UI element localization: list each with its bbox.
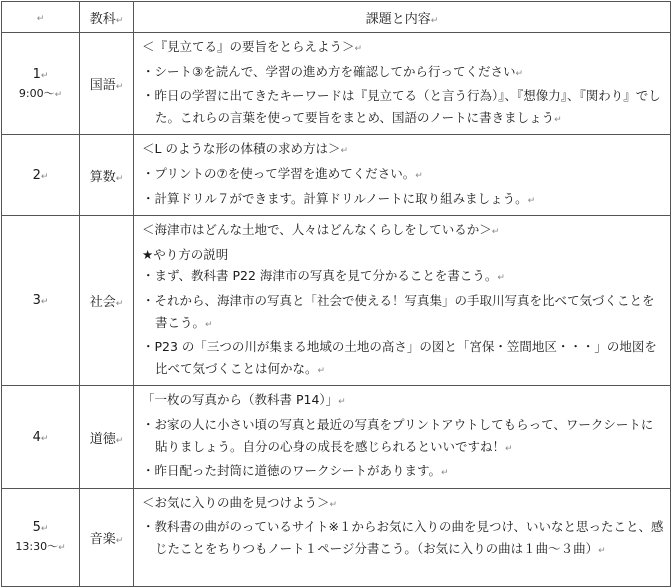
header-row: [2, 2, 671, 33]
table-row: [2, 488, 671, 586]
period-cell: [2, 216, 80, 386]
subject-cell: [80, 135, 134, 216]
period-time: 9:00〜: [18, 86, 55, 100]
subject-name: 社会: [89, 295, 116, 311]
paragraph-mark: ↵: [40, 524, 49, 535]
subject-name: 算数: [89, 169, 116, 185]
task-item: ・P23 の「三つの川が集まる地域の土地の高さ」の図と「宮保・笠間地区・・・」の地図を比べて気づくことは何かな。↵: [142, 339, 657, 376]
task-item: ・プリントの⑦を使って学習を進めてください。↵: [142, 165, 423, 181]
header-subject: 教科: [89, 11, 116, 27]
task-title: 「一枚の写真から（教科書 P14）」↵: [142, 392, 346, 408]
task-item: ・昨日配った封筒に道徳のワークシートがあります。↵: [142, 463, 449, 479]
content-cell: [134, 488, 671, 586]
paragraph-mark: ↵: [58, 543, 66, 554]
table-row: [2, 33, 671, 135]
paragraph-mark: ↵: [430, 15, 439, 26]
paragraph-mark: ↵: [54, 89, 63, 100]
paragraph-mark: ↵: [115, 82, 124, 93]
content-cell: [134, 135, 671, 216]
task-item: ・計算ドリル７ができます。計算ドリルノートに取り組みましょう。↵: [142, 190, 536, 206]
subject-name: 国語: [89, 78, 116, 94]
header-content: 課題と内容: [365, 11, 431, 27]
content-cell: [134, 216, 671, 386]
paragraph-mark: ↵: [115, 435, 124, 446]
header-content-cell: [134, 2, 671, 33]
period-number: 1: [32, 66, 41, 82]
content-cell: [134, 386, 671, 488]
subject-name: 音楽: [89, 531, 116, 547]
paragraph-mark: ↵: [40, 297, 49, 308]
subject-cell: [80, 488, 134, 586]
period-number: 3: [32, 293, 41, 309]
schedule-table: [1, 1, 671, 587]
header-number-cell: [2, 2, 80, 33]
table-row: [2, 135, 671, 216]
period-cell: [2, 488, 80, 586]
subject-cell: [80, 386, 134, 488]
paragraph-mark: ↵: [40, 171, 49, 182]
task-subtitle: ★やり方の説明: [142, 246, 229, 262]
table-row: [2, 386, 671, 488]
task-title: ＜海津市はどんな土地で、人々はどんなくらしをしているか＞↵: [142, 222, 500, 238]
subject-name: 道徳: [89, 431, 116, 447]
paragraph-mark: ↵: [40, 70, 49, 81]
paragraph-mark: ↵: [115, 173, 124, 184]
period-time: 13:30〜: [15, 540, 59, 554]
period-number: 5: [32, 520, 41, 536]
task-item: ・お家の人に小さい頃の写真と最近の写真をプリントアウトしてもらって、ワークシートに貼りましょう。自分の心身の成長を感じられるといいですね！↵: [142, 416, 654, 454]
subject-cell: [80, 33, 134, 135]
content-cell: [134, 33, 671, 135]
task-item: ・シート③を読んで、学習の進め方を確認してから行ってください↵: [142, 63, 524, 79]
paragraph-mark: ↵: [115, 15, 124, 26]
task-item: ・それから、海津市の写真と「社会で使える！写真集」の手取川写真を比べて気づくことを書こう。↵: [142, 292, 655, 330]
task-title: ＜L のような形の体積の求め方は＞↵: [142, 141, 348, 157]
paragraph-mark: ↵: [115, 535, 124, 546]
paragraph-mark: ↵: [115, 299, 124, 310]
period-cell: [2, 33, 80, 135]
task-title: ＜『見立てる』の要旨をとらえよう＞↵: [142, 39, 363, 54]
period-cell: [2, 386, 80, 488]
header-subject-cell: [80, 2, 134, 33]
period-number: 4: [32, 429, 41, 445]
subject-cell: [80, 216, 134, 386]
table-row: [2, 216, 671, 386]
period-cell: [2, 135, 80, 216]
task-title: ＜お気に入りの曲を見つけよう＞↵: [142, 494, 338, 510]
period-number: 2: [32, 167, 41, 183]
task-item: ・教科書の曲がのっているサイト※１からお気に入りの曲を見つけ、いいなと思ったこと、感じたことをちりつもノート１ページ分書こう。（お気に入りの曲は１曲〜３曲）↵: [142, 519, 664, 556]
paragraph-mark: ↵: [36, 13, 45, 24]
task-item: ・昨日の学習に出てきたキーワードは『見立てる（と言う行為）』、『想像力』、『関わり』でした。これらの言葉を使って要旨をまとめ、国語のノートに書きましょう↵: [142, 88, 661, 125]
task-item: ・まず、教科書 P22 海津市の写真を見て分かることを書こう。↵: [142, 268, 505, 284]
paragraph-mark: ↵: [40, 433, 49, 444]
